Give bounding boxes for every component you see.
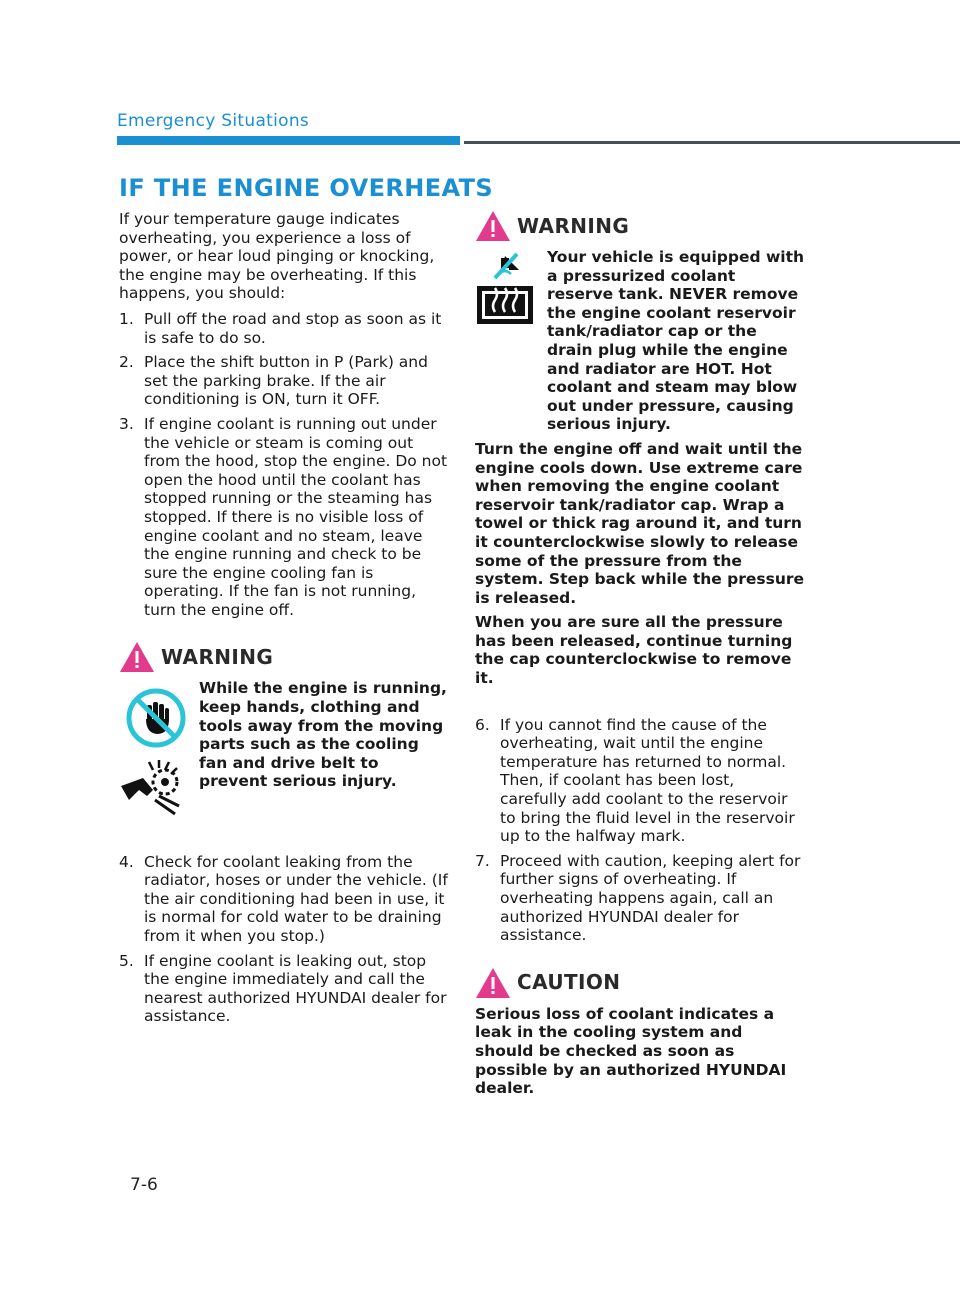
intro-paragraph: If your temperature gauge indicates overheating, you experience a loss of power, or hear loud pinging or knocking, the engine may be overheating. If this happens, you should: [119,210,435,303]
list-item [119,853,449,946]
header-rule [464,141,960,144]
warning-icons [475,248,539,434]
page-title: IF THE ENGINE OVERHEATS [119,174,494,202]
warning-text: When you are sure all the pressure has been released, continue turning the cap counterclockwise to remove it. [475,613,793,688]
list-number: 1. [119,309,134,328]
list-item [119,353,449,409]
caution-header [475,967,805,999]
list-text: Check for coolant leaking from the radiator, hoses or under the vehicle. (If the air conditioning had been in use, it is normal for cold water to be draining from it when you stop.) [144,852,448,946]
warning-icons [119,679,191,822]
list-number: 4. [119,852,134,871]
list-number: 7. [475,851,490,870]
list-number: 6. [475,715,490,734]
warning-triangle-icon [119,641,155,673]
list-text: If engine coolant is leaking out, stop the engine immediately and call the nearest authorized HYUNDAI dealer for assistance. [144,951,447,1026]
no-hands-icon [125,687,187,749]
header-accent-bar [117,136,460,145]
warning-text: While the engine is running, keep hands, clothing and tools away from the moving parts such as the cooling fan and drive belt to prevent serious injury. [199,679,447,791]
list-text: Place the shift button in P (Park) and set the parking brake. If the air conditioning is ON, turn it OFF. [144,353,428,409]
warning-header [475,210,805,242]
list-number: 2. [119,353,134,372]
fan-belt-hazard-icon [119,756,185,818]
list-item [119,952,449,1026]
list-number: 5. [119,951,134,970]
warning-label: WARNING [161,645,274,670]
list-item [475,716,805,846]
list-text: If engine coolant is running out under the vehicle or steam is coming out from the hood, stop the engine. Do not open the hood until the coolant has stopped running or the steaming has stopped. If there is no visible loss of engine coolant and no steam, leave the engine running and check to be sure the engine cooling fan is operating. If the fan is not running, turn the engine off. [144,414,448,619]
warning-label: WARNING [517,213,630,238]
warning-text: Your vehicle is equipped with a pressurized coolant reserve tank. NEVER remove the engine coolant reservoir tank/radiator cap or the drain plug while the engine and radiator are HOT. Hot coolant and steam may blow out under pressure, causing serious injury. [547,248,805,434]
list-item [119,415,449,620]
warning-text: Turn the engine off and wait until the engine cools down. Use extreme care when removing the engine coolant reservoir tank/radiator cap. Wrap a towel or thick rag around it, and turn it counterclockwise slowly to release some of the pressure from the system. Step back while the pressure is released. [475,439,805,607]
caution-label: CAUTION [517,970,621,995]
caution-text: Serious loss of coolant indicates a leak in the cooling system and should be checked as soon as possible by an authorized HYUNDAI dealer. [475,1004,787,1098]
list-item [475,852,805,945]
warning-body [119,679,449,822]
list-number: 3. [119,414,134,433]
hot-coolant-cap-icon [475,248,535,328]
list-text: If you cannot find the cause of the overheating, wait until the engine temperature has returned to normal. Then, if coolant has been lost, carefully add coolant to the reservoir to bring the fluid level in the reservoir up to the halfway mark. [500,715,795,846]
list-text: Pull off the road and stop as soon as it is safe to do so. [144,309,442,347]
warning-body [475,248,805,434]
warning-header [119,641,449,673]
left-column [119,210,449,1032]
list-text: Proceed with caution, keeping alert for further signs of overheating. If overheating happens again, call an authorized HYUNDAI dealer for assistance. [500,851,801,945]
page-number: 7-6 [130,1175,158,1195]
right-column [475,210,805,1098]
list-item [119,310,449,347]
caution-triangle-icon [475,967,511,999]
warning-triangle-icon [475,210,511,242]
header-section-title: Emergency Situations [117,111,310,131]
